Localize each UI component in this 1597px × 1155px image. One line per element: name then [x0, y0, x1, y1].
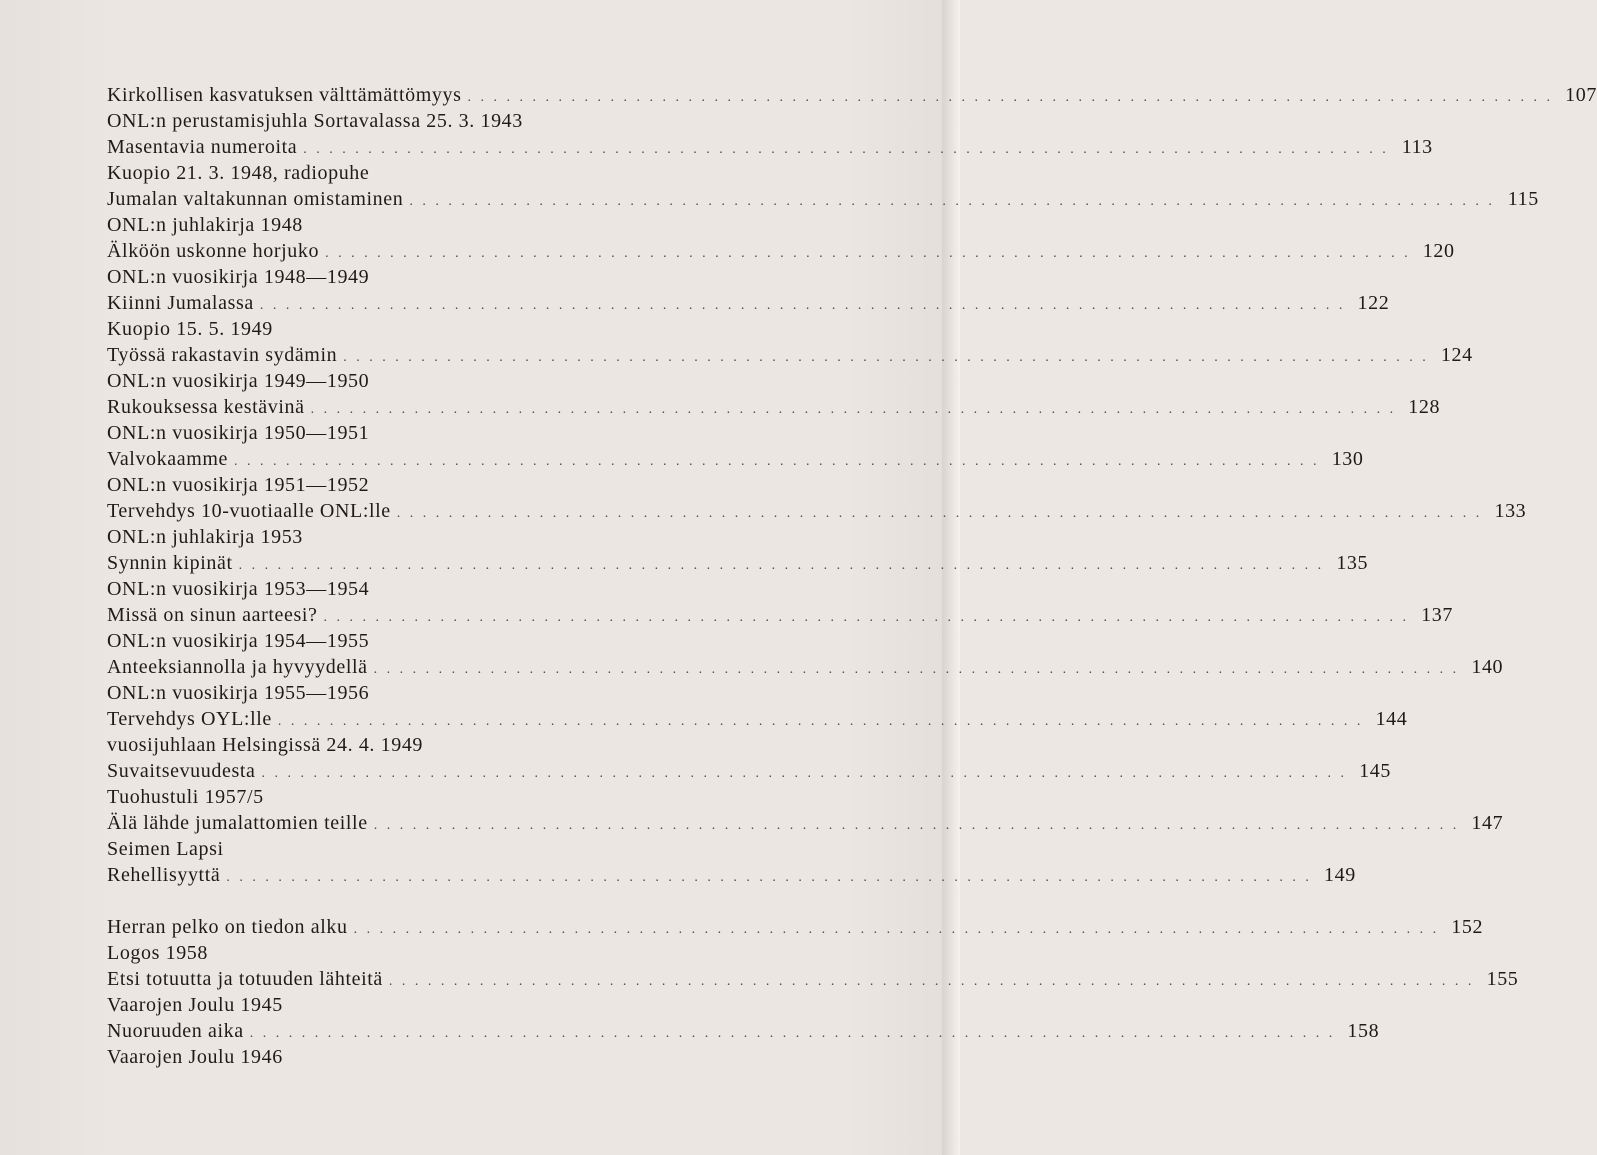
toc-entry-source: vuosijuhlaan Helsingissä 24. 4. 1949 — [107, 734, 424, 756]
toc-entry-page-number: 147 — [1471, 812, 1504, 834]
toc-entry-source: ONL:n vuosikirja 1955—1956 — [107, 682, 370, 704]
toc-entry-line — [107, 290, 1390, 316]
toc-entry-source: Seimen Lapsi — [107, 838, 224, 860]
toc-entry-source: Vaarojen Joulu 1946 — [107, 1046, 283, 1068]
toc-entry-line — [107, 654, 1504, 680]
toc-entry-title: Anteeksiannolla ja hyvyydellä — [107, 656, 368, 678]
toc-entry-line — [107, 706, 1408, 732]
dot-leader: . . . . . . . . . . . . . . . . . . . . . . . . . . . . . . . . . . . . . . . . . . . . . . . . . . . . . . . . . . . . . . . . . . . . . . . . . . . . . . . . . . . . — [467, 90, 1553, 105]
toc-entry — [107, 82, 1597, 134]
toc-entry-page-number: 149 — [1324, 864, 1356, 886]
toc-entry-source: ONL:n juhlakirja 1948 — [107, 214, 303, 236]
toc-entry-source: ONL:n vuosikirja 1950—1951 — [107, 422, 370, 444]
toc-entry-source: ONL:n perustamisjuhla Sortavalassa 25. 3. 1943 — [107, 110, 523, 132]
toc-entry — [107, 238, 1455, 290]
toc-entry-page-number: 144 — [1375, 708, 1408, 730]
toc-entry-source: ONL:n vuosikirja 1949—1950 — [107, 370, 370, 392]
toc-entry-line — [107, 186, 1539, 212]
dot-leader: . . . . . . . . . . . . . . . . . . . . . . . . . . . . . . . . . . . . . . . . . . . . . . . . . . . . . . . . . . . . . . . . . . . . . . . . . . . . . . . . . . . . — [353, 922, 1440, 937]
toc-entry-page-number: 135 — [1336, 552, 1369, 574]
toc-entry-page-number: 113 — [1401, 136, 1433, 158]
toc-entry-line — [107, 1018, 1380, 1044]
toc-entry-title: Valvokaamme — [107, 448, 229, 470]
toc-entry — [107, 342, 1473, 394]
toc-entry-title: Rehellisyyttä — [107, 864, 221, 886]
dot-leader: . . . . . . . . . . . . . . . . . . . . . . . . . . . . . . . . . . . . . . . . . . . . . . . . . . . . . . . . . . . . . . . . . . . . . . . . . . . . . . . . . . . . — [238, 558, 1325, 573]
toc-entry — [107, 914, 1484, 966]
toc-entry-title: Synnin kipinät — [107, 552, 233, 574]
toc-entry — [107, 810, 1504, 862]
dot-leader: . . . . . . . . . . . . . . . . . . . . . . . . . . . . . . . . . . . . . . . . . . . . . . . . . . . . . . . . . . . . . . . . . . . . . . . . . . . . . . . . . . . . — [234, 454, 1320, 469]
toc-entry-source: Vaarojen Joulu 1945 — [107, 994, 283, 1016]
toc-entry-line — [107, 134, 1433, 160]
toc-entry-page-number: 155 — [1486, 968, 1519, 990]
dot-leader: . . . . . . . . . . . . . . . . . . . . . . . . . . . . . . . . . . . . . . . . . . . . . . . . . . . . . . . . . . . . . . . . . . . . . . . . . . . . . . . . . . . . — [409, 194, 1495, 209]
toc-entry-line — [107, 966, 1519, 992]
toc-entry-source: Kuopio 21. 3. 1948, radiopuhe — [107, 162, 370, 184]
toc-entry-page-number: 107 — [1565, 84, 1597, 106]
toc-entry-page-number: 128 — [1408, 396, 1441, 418]
toc-entry-line — [107, 446, 1364, 472]
toc-entry — [107, 498, 1527, 550]
toc-entry-line — [107, 758, 1391, 784]
table-of-contents — [107, 82, 1597, 1070]
toc-entry-source: Logos 1958 — [107, 942, 208, 964]
toc-entry-title: Älä lähde jumalattomien teille — [107, 812, 368, 834]
toc-entry-source: Tuohustuli 1957/5 — [107, 786, 264, 808]
toc-entry-page-number: 124 — [1440, 344, 1473, 366]
toc-entry — [107, 134, 1433, 186]
toc-entry-line — [107, 810, 1504, 836]
toc-entry-page-number: 145 — [1359, 760, 1391, 782]
toc-entry-title: Jumalan valtakunnan omistaminen — [107, 188, 404, 210]
toc-entry-page-number: 158 — [1347, 1020, 1380, 1042]
toc-entry-title: Herran pelko on tiedon alku — [107, 916, 348, 938]
toc-entry — [107, 446, 1364, 498]
toc-entry-page-number: 115 — [1507, 188, 1539, 210]
toc-entry-source — [107, 888, 907, 914]
toc-entry-source: ONL:n vuosikirja 1951—1952 — [107, 474, 370, 496]
dot-leader: . . . . . . . . . . . . . . . . . . . . . . . . . . . . . . . . . . . . . . . . . . . . . . . . . . . . . . . . . . . . . . . . . . . . . . . . . . . . . . . . . . . . — [261, 766, 1347, 781]
toc-entry-title: Tervehdys OYL:lle — [107, 708, 272, 730]
toc-entry-title: Nuoruuden aika — [107, 1020, 244, 1042]
toc-entry-line — [107, 82, 1597, 108]
dot-leader: . . . . . . . . . . . . . . . . . . . . . . . . . . . . . . . . . . . . . . . . . . . . . . . . . . . . . . . . . . . . . . . . . . . . . . . . . . . . . . . . . . . . — [259, 298, 1346, 313]
toc-entry-title: Masentavia numeroita — [107, 136, 298, 158]
toc-entry-title: Suvaitsevuudesta — [107, 760, 256, 782]
toc-entry — [107, 654, 1504, 706]
dot-leader: . . . . . . . . . . . . . . . . . . . . . . . . . . . . . . . . . . . . . . . . . . . . . . . . . . . . . . . . . . . . . . . . . . . . . . . . . . . . . . . . . . . . — [303, 142, 1389, 157]
toc-entry-title: Työssä rakastavin sydämin — [107, 344, 338, 366]
toc-entry — [107, 602, 1453, 654]
toc-entry-page-number: 133 — [1494, 500, 1527, 522]
toc-entry-line — [107, 550, 1369, 576]
toc-entry-page-number: 152 — [1451, 916, 1484, 938]
toc-entry-page-number: 130 — [1331, 448, 1364, 470]
toc-entry — [107, 550, 1369, 602]
toc-entry-source: Kuopio 15. 5. 1949 — [107, 318, 273, 340]
toc-entry-page-number: 120 — [1422, 240, 1455, 262]
toc-entry-source: ONL:n juhlakirja 1953 — [107, 526, 303, 548]
toc-entry — [107, 966, 1519, 1018]
toc-entry-line — [107, 394, 1441, 420]
dot-leader: . . . . . . . . . . . . . . . . . . . . . . . . . . . . . . . . . . . . . . . . . . . . . . . . . . . . . . . . . . . . . . . . . . . . . . . . . . . . . . . . . . . . — [396, 506, 1483, 521]
dot-leader: . . . . . . . . . . . . . . . . . . . . . . . . . . . . . . . . . . . . . . . . . . . . . . . . . . . . . . . . . . . . . . . . . . . . . . . . . . . . . . . . . . . . — [277, 714, 1364, 729]
dot-leader: . . . . . . . . . . . . . . . . . . . . . . . . . . . . . . . . . . . . . . . . . . . . . . . . . . . . . . . . . . . . . . . . . . . . . . . . . . . . . . . . . . . . — [388, 974, 1475, 989]
toc-entry — [107, 758, 1391, 810]
toc-entry-source: ONL:n vuosikirja 1954—1955 — [107, 630, 370, 652]
toc-entry-title: Kirkollisen kasvatuksen välttämättömyys — [107, 84, 462, 106]
toc-entry-title: Rukouksessa kestävinä — [107, 396, 305, 418]
toc-entry-line — [107, 914, 1484, 940]
toc-entry — [107, 862, 1356, 914]
toc-entry — [107, 706, 1408, 758]
dot-leader: . . . . . . . . . . . . . . . . . . . . . . . . . . . . . . . . . . . . . . . . . . . . . . . . . . . . . . . . . . . . . . . . . . . . . . . . . . . . . . . . . . . . — [373, 662, 1460, 677]
toc-entry-line — [107, 862, 1356, 888]
toc-entry-source: ONL:n vuosikirja 1948—1949 — [107, 266, 370, 288]
toc-entry-title: Älköön uskonne horjuko — [107, 240, 320, 262]
toc-entry-page-number: 122 — [1357, 292, 1390, 314]
toc-entry-title: Etsi totuutta ja totuuden lähteitä — [107, 968, 383, 990]
toc-entry-source: ONL:n vuosikirja 1953—1954 — [107, 578, 370, 600]
toc-entry-line — [107, 498, 1527, 524]
toc-entry-title: Tervehdys 10-vuotiaalle ONL:lle — [107, 500, 391, 522]
dot-leader: . . . . . . . . . . . . . . . . . . . . . . . . . . . . . . . . . . . . . . . . . . . . . . . . . . . . . . . . . . . . . . . . . . . . . . . . . . . . . . . . . . . . — [373, 818, 1460, 833]
toc-entry-page-number: 137 — [1421, 604, 1453, 626]
toc-entry-line — [107, 602, 1453, 628]
toc-entry — [107, 186, 1539, 238]
dot-leader: . . . . . . . . . . . . . . . . . . . . . . . . . . . . . . . . . . . . . . . . . . . . . . . . . . . . . . . . . . . . . . . . . . . . . . . . . . . . . . . . . . . . — [323, 610, 1409, 625]
dot-leader: . . . . . . . . . . . . . . . . . . . . . . . . . . . . . . . . . . . . . . . . . . . . . . . . . . . . . . . . . . . . . . . . . . . . . . . . . . . . . . . . . . . . — [249, 1026, 1336, 1041]
dot-leader: . . . . . . . . . . . . . . . . . . . . . . . . . . . . . . . . . . . . . . . . . . . . . . . . . . . . . . . . . . . . . . . . . . . . . . . . . . . . . . . . . . . . — [325, 246, 1411, 261]
toc-entry-line — [107, 342, 1473, 368]
toc-entry — [107, 1018, 1380, 1070]
dot-leader: . . . . . . . . . . . . . . . . . . . . . . . . . . . . . . . . . . . . . . . . . . . . . . . . . . . . . . . . . . . . . . . . . . . . . . . . . . . . . . . . . . . . — [343, 350, 1429, 365]
toc-entry-page-number: 140 — [1471, 656, 1504, 678]
toc-entry-title: Kiinni Jumalassa — [107, 292, 254, 314]
toc-entry — [107, 394, 1441, 446]
dot-leader: . . . . . . . . . . . . . . . . . . . . . . . . . . . . . . . . . . . . . . . . . . . . . . . . . . . . . . . . . . . . . . . . . . . . . . . . . . . . . . . . . . . . — [310, 402, 1397, 417]
toc-entry — [107, 290, 1390, 342]
toc-entry-line — [107, 238, 1455, 264]
toc-entry-title: Missä on sinun aarteesi? — [107, 604, 318, 626]
dot-leader: . . . . . . . . . . . . . . . . . . . . . . . . . . . . . . . . . . . . . . . . . . . . . . . . . . . . . . . . . . . . . . . . . . . . . . . . . . . . . . . . . . . . — [226, 870, 1312, 885]
